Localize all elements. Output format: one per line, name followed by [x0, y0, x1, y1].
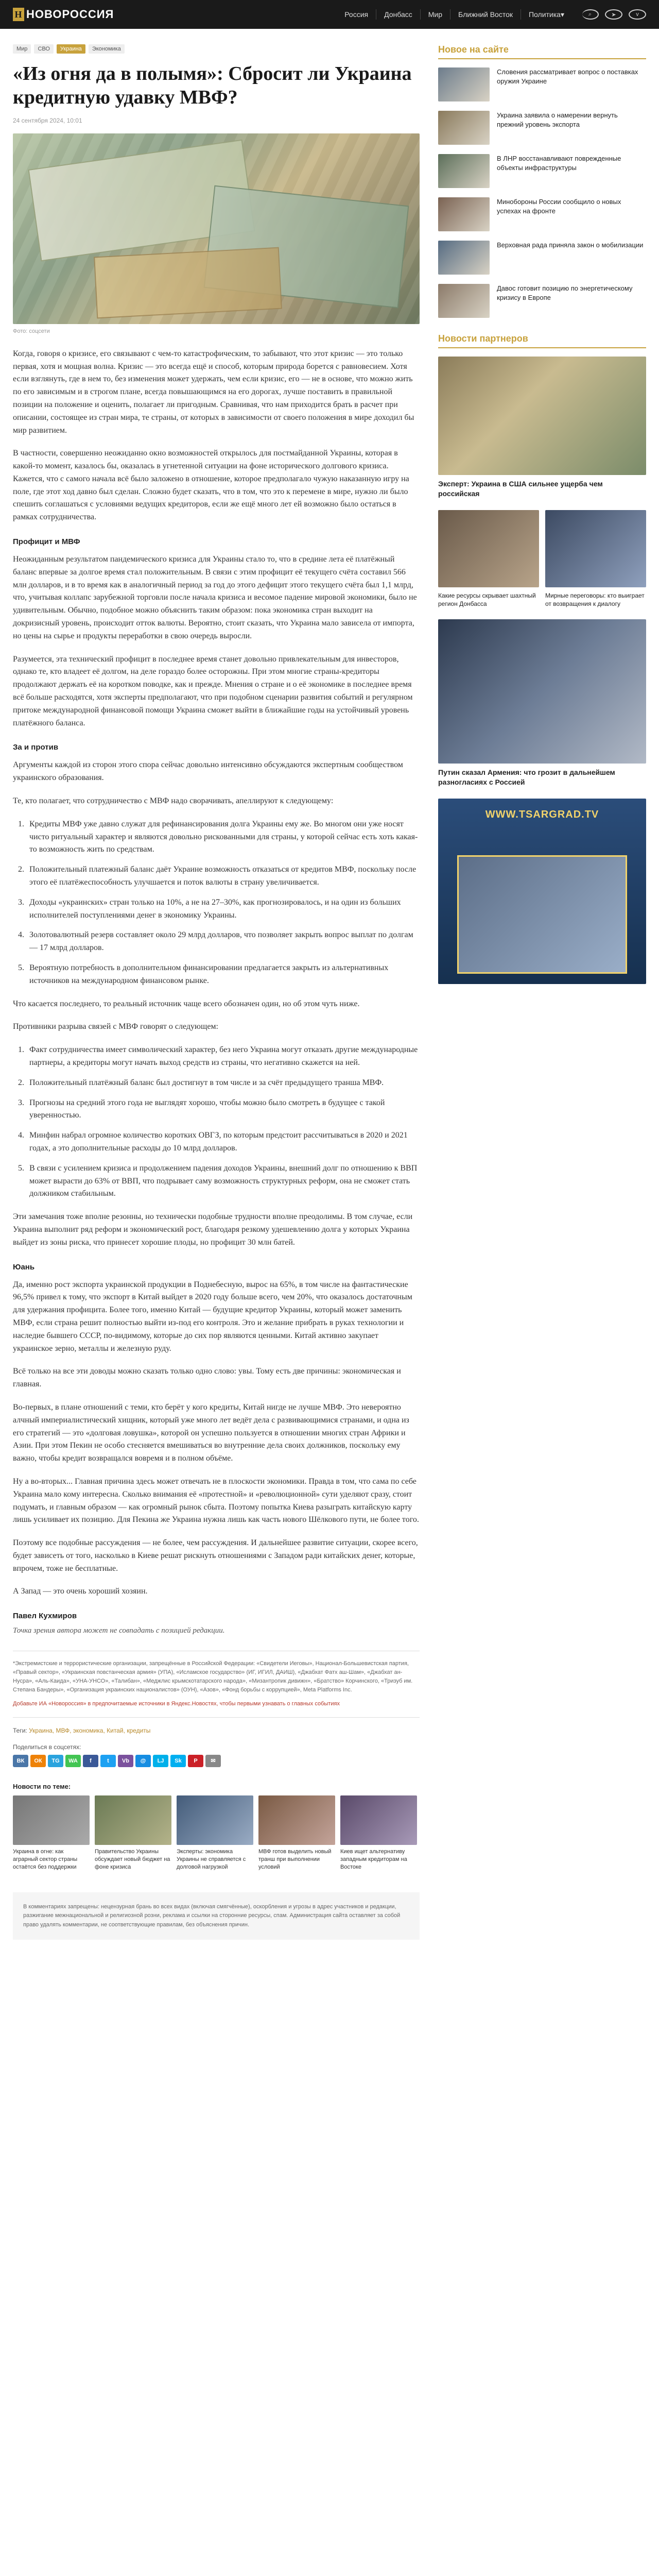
footnote-text: *Экстремистские и террористические организации, запрещённые в Российской Федерации: «Свидетели Иеговы», Национал-Большевистская партия, «Правый сектор», «Украинская повстанческая армия» (УПА), «Исламское государство» (ИГ, ИГИЛ, ДАИШ), «Джабхат Фатх аш-Шам», «Джабхат ан-Нусра», «Аль-Каида», «УНА-УНСО», «Талибан», «Меджлис крымскотатарского народа», «Мизантропик дивижн», «Братство» Корчинского, «Тризуб им. Степана Бандеры», «Организация украинских националистов» (ОУН), «Азов», «Фонд борьбы с коррупцией», Meta Platforms Inc.: [13, 1660, 413, 1693]
section-heading: За и против: [13, 743, 59, 752]
arguments-list-against: [26, 818, 420, 988]
nav-item-russia[interactable]: Россия: [344, 10, 369, 19]
list-item: 3. Доходы «украинских» стран только на 10%, а не на 27–30%, как прогнозировалось, и на один из больших исполнителей поступлениями денег в экономику Украины.: [26, 896, 420, 922]
paragraph: В частности, совершенно неожиданно окно возможностей открылось для постмайданной Украины, которая в какой-то момент, казалось бы, оказалась в угнетенной ситуации на фоне исторического долгового кризиса. Кажется, что с самого начала всё было заложено в отношение, которое предполагало чужую наказанную игру на поле, где этот ход давно был сделан. Сложно будет сказать, что в том, что это к перемене в мире, нужно ли было спешить соглашаться с условиями ведущих кредиторов, если же ещё много лет ей возможно было остаться в рамках сотрудничества.: [13, 449, 409, 522]
list-item: 1. Факт сотрудничества имеет символический характер, без него Украина могут отказать другие международные партнеры, а кредиторы могут начать выход средств из страны, что негативно скажется на ней.: [26, 1044, 420, 1070]
crumb-svo[interactable]: СВО: [34, 44, 53, 54]
article-body: [13, 348, 420, 1636]
related-thumb: [13, 1795, 90, 1845]
partners-title: Новости партнеров: [438, 333, 646, 348]
related-item[interactable]: [177, 1795, 253, 1872]
related-text: МВФ готов выделить новый транш при выполнении условий: [258, 1848, 332, 1871]
partner-item-main[interactable]: [438, 357, 646, 499]
list-item: 4. Минфин набрал огромное количество коротких ОВГЗ, по которым предстоит рассчитываться в 2020 и 2021 годах, а это дополнительные расходы до 10 млрд долларов.: [26, 1129, 420, 1155]
share-lj-icon[interactable]: LJ: [153, 1755, 168, 1767]
paragraph: Те, кто полагает, что сотрудничество с МВФ надо сворачивать, апеллируют к следующему:: [13, 796, 334, 806]
paragraph: Да, именно рост экспорта украинской продукции в Поднебесную, вырос на 65%, в том числе на фантастические 96,5% привел к тому, что экспорт в Китай выйдет в 2020 году больше всего, чем 20%, что оказалось достаточным для удержания профицита. Более того, именно Китай — будущие кредитор Украины, который может заменить МВФ, если страна решит полностью выйти из-под его контроля. Это и желание прибрать в руках технологии и наследие бывшего СССР, по-видимому, которые до сих пор являются ценными. Китай активно закупает украинское зерно, металлы и железную руду.: [13, 1280, 412, 1353]
share-tw-icon[interactable]: t: [100, 1755, 116, 1767]
main-nav: [337, 9, 646, 20]
logo-mark: Н: [13, 8, 24, 21]
nav-item-donbass[interactable]: Донбасс: [376, 9, 420, 20]
sidebar-news-item[interactable]: [438, 197, 646, 231]
related-thumb: [340, 1795, 417, 1845]
news-text: Словения рассматривает вопрос о поставках оружия Украине: [497, 68, 638, 86]
share-em-icon[interactable]: ✉: [205, 1755, 221, 1767]
site-logo[interactable]: [13, 8, 114, 21]
article-date: 24 сентября 2024, 10:01: [13, 116, 82, 124]
nav-item-politics[interactable]: Политика ▾: [521, 9, 572, 20]
search-icon[interactable]: ⌕: [582, 9, 599, 20]
paragraph: Что касается последнего, то реальный источник чаще всего обозначен один, но об этом чуть ниже.: [13, 999, 360, 1008]
logo-text: НОВОРОССИЯ: [26, 8, 114, 21]
news-thumb: [438, 197, 490, 231]
news-text: Минобороны России сообщило о новых успехах на фронте: [497, 198, 621, 215]
partner-text: Путин сказал Армения: что грозит в дальнейшем разногласиях с Россией: [438, 768, 615, 787]
sidebar-news-item[interactable]: [438, 111, 646, 145]
news-thumb: [438, 111, 490, 145]
tags-list[interactable]: Украина, МВФ, экономика, Китай, кредиты: [29, 1726, 151, 1734]
list-item: 1. Кредиты МВФ уже давно служат для рефинансирования долга Украины ему же. Во многом они уже носят чисто ритуальный характер и являются довольно рискованными для страны, у которой сейчас есть хоть какая-то возможность жить по средствам.: [26, 818, 420, 856]
share-pt-icon[interactable]: P: [188, 1755, 203, 1767]
share-title: Поделиться в соцсетях:: [13, 1743, 81, 1751]
paragraph: Противники разрыва связей с МВФ говорят о следующем:: [13, 1022, 218, 1031]
sidebar-news-item[interactable]: [438, 241, 646, 275]
related-text: Украина в огне: как аграрный сектор страны остаётся без поддержки: [13, 1848, 78, 1871]
extremist-footnote: [13, 1651, 420, 1717]
top-navbar: [0, 0, 659, 29]
article-author[interactable]: Павел Кухмиров: [13, 1612, 77, 1621]
partner-text: Эксперт: Украина в США сильнее ущерба чем российская: [438, 480, 603, 498]
share-vb-icon[interactable]: Vb: [118, 1755, 133, 1767]
list-item: 4. Золотовалютный резерв составляет около 29 млрд долларов, что позволяет закрыть вопрос выплат по долгам — 17 млрд долларов.: [26, 929, 420, 955]
section-heading: Профицит и МВФ: [13, 537, 80, 547]
news-text: Верховная рада приняла закон о мобилизации: [497, 241, 644, 249]
news-text: В ЛНР восстанавливают поврежденные объекты инфраструктуры: [497, 155, 621, 172]
news-thumb: [438, 241, 490, 275]
related-text: Киев ищет альтернативу западным кредиторам на Востоке: [340, 1848, 407, 1871]
share-sk-icon[interactable]: Sk: [170, 1755, 186, 1767]
banner-image: [457, 855, 627, 974]
vk-icon[interactable]: v: [629, 9, 646, 20]
sidebar-news-item[interactable]: [438, 284, 646, 318]
partner-thumb: [438, 619, 646, 764]
sidebar-news-title: Новое на сайте: [438, 44, 646, 59]
nav-item-middle-east[interactable]: Ближний Восток: [450, 9, 521, 20]
news-text: Украина заявила о намерении вернуть прежний уровень экспорта: [497, 111, 618, 129]
partner-row: [438, 510, 646, 608]
list-item: 2. Положительный платёжный баланс был достигнут в том числе и за счёт предыдущего транша МВФ.: [26, 1077, 420, 1090]
paragraph: Разумеется, эта технический профицит в последнее время станет довольно привлекательным для инвесторов, однако те, кто владеет её долгом, на деле гораздо более осторожны. При этом многие страны-кредиторы продолжают держать её на коротком поводке, как и прежде. Мнения о стране и о её экономике в последнее время всё больше расходятся, хотя эксперты предполагают, что при подобном сценарии развития событий и регулярном притоке международной финансовой помощи Украина сможет выйти в ближайшие годы на устойчивый уровень платёжного баланса.: [13, 654, 413, 727]
tags-label: Теги:: [13, 1726, 27, 1734]
hero-caption: Фото: соцсети: [13, 328, 50, 334]
crumb-world[interactable]: Мир: [13, 44, 31, 54]
sidebar-news-list: [438, 67, 646, 318]
article-disclaimer: Точка зрения автора может не совпадать с позицией редакции.: [13, 1626, 225, 1635]
partner-thumb: [545, 510, 646, 587]
comments-rules: В комментариях запрещены: нецензурная брань во всех видах (включая смягчённые), оскорбления и угрозы в адрес участников и редакции, разжигание межнациональной и религиозной розни, реклама и ссылки на сторонние ресурсы, спам. Администрация сайта оставляет за собой право удалять комментарии, не соответствующие правилам, без объяснения причин.: [13, 1892, 420, 1940]
paragraph: Ну а во-вторых... Главная причина здесь может отвечать не в плоскости экономики. Правда в том, что сама по себе Украина мало кому интересна. Сколько внимания её «протестной» и «революционной» сути уделяют сразу, стоит подумать, и главным образом — как огромный рынок сбыта. Поэтому попытка Киева разыграть китайскую карту лишь усиливает их позицию. Для Пекина же Украина нужна лишь как часть нового Шёлкового пути, не более того.: [13, 1477, 419, 1524]
tsargrad-banner[interactable]: [438, 799, 646, 984]
share-tg-icon[interactable]: TG: [48, 1755, 63, 1767]
share-ok-icon[interactable]: ОК: [30, 1755, 46, 1767]
related-item[interactable]: [95, 1795, 171, 1872]
breadcrumb: [13, 44, 420, 54]
partner-text: Мирные переговоры: кто выиграет от возвращения к диалогу: [545, 591, 645, 607]
share-mail-icon[interactable]: @: [135, 1755, 151, 1767]
telegram-icon[interactable]: ➤: [605, 9, 622, 20]
sidebar: [438, 44, 646, 1960]
banner-title: WWW.TSARGRAD.TV: [485, 808, 599, 820]
share-wa-icon[interactable]: WA: [65, 1755, 81, 1767]
partner-item[interactable]: [545, 510, 646, 608]
paragraph: Эти замечания тоже вполне резонны, но технически подобные трудности вполне преодолимы. В том случае, если Украина выполнит ряд реформ и экономический рост, благодаря резкому удешевлению долга у которых Украина выйдет из зоны риска, что принесет хорошие плоды, но профицит 30 млн батей.: [13, 1212, 413, 1247]
sidebar-news-item[interactable]: [438, 154, 646, 188]
related-thumb: [258, 1795, 335, 1845]
partner-text: Какие ресурсы скрывает шахтный регион Донбасса: [438, 591, 536, 607]
news-thumb: [438, 67, 490, 101]
paragraph: Во-первых, в плане отношений с теми, кто берёт у кого кредиты, Китай нигде не лучше МВФ. Это невероятно алчный империалистический хищник, который уже много лет ведёт дела с развивающимися странами, и одна из его стратегий — это «долговая ловушка», которой он успешно пользуется в отношении многих стран Африки и Азии. При этом Пекин не особо стесняется вмешиваться во внутренние дела своих должников, поскольку ему важно, чтобы кредит возвращался вовремя и в полном объёме.: [13, 1402, 409, 1463]
crumb-economy[interactable]: Экономика: [89, 44, 125, 54]
arguments-list-for: [26, 1044, 420, 1200]
news-thumb: [438, 154, 490, 188]
related-item[interactable]: [340, 1795, 417, 1872]
tags-row: [13, 1727, 420, 1734]
paragraph: Неожиданным результатом пандемического кризиса для Украины стало то, что в средине лета её платёжный баланс впервые за долгое время стал положительным. В связи с этим профицит её текущего счёта составил 566 млн долларов, и в то время как в аналогичный период за год до этого дефицит этого текущего счёта был 1,1 млрд, что, учитывая коллапс зарубежной торговли после начала кризиса и весомое падение мировой экономики, было не удивительным. Обычно, подобное можно объяснить таким образом: пока экономика стран выходит на докризисный уровень, происходит отток валюты. Вероятно, стоит сказать, что Украина мало зависела от импорта, но цены на сырье и продукты переработки в свою очередь выросли.: [13, 555, 417, 640]
list-item: 5. В связи с усилением кризиса и продолжением падения доходов Украины, внешний долг по отношению к ВВП может вырасти до 63% от ВВП, что подрывает саму возможность структурных реформ, она не сможет стать должником стабильным.: [26, 1162, 420, 1200]
partner-thumb: [438, 357, 646, 475]
share-vk-icon[interactable]: ВК: [13, 1755, 28, 1767]
sidebar-news-item[interactable]: [438, 67, 646, 101]
partner-thumb: [438, 510, 539, 587]
section-heading: Юань: [13, 1262, 35, 1272]
related-item[interactable]: [258, 1795, 335, 1872]
related-thumb: [177, 1795, 253, 1845]
nav-item-world[interactable]: Мир: [420, 9, 450, 20]
list-item: 3. Прогнозы на средний этого года не выглядят хорошо, чтобы можно было смотреть в будущее с такой уверенностью.: [26, 1097, 420, 1123]
share-fb-icon[interactable]: f: [83, 1755, 98, 1767]
partner-item-second[interactable]: [438, 619, 646, 787]
list-item: 5. Вероятную потребность в дополнительном финансировании предлагается закрыть из альтернативных источников на международном финансовом рынке.: [26, 962, 420, 988]
paragraph: Всё только на все эти доводы можно сказать только одно слово: увы. Тому есть две причины: экономическая и главная.: [13, 1367, 401, 1389]
paragraph: Поэтому все подобные рассуждения — не более, чем рассуждения. И дальнейшее развитие ситуации, скорее всего, будет зависеть от того, насколько в Киеве решат рискнуть отношениями с Западом ради китайских денег, которые, впрочем, тоже не бесплатные.: [13, 1538, 418, 1573]
partner-item[interactable]: [438, 510, 539, 608]
related-title: Новости по теме:: [13, 1782, 71, 1790]
crumb-ukraine[interactable]: Украина: [57, 44, 85, 54]
related-news: [13, 1795, 420, 1872]
related-thumb: [95, 1795, 171, 1845]
paragraph: Когда, говоря о кризисе, его связывают с чем-то катастрофическим, то забывают, что этот кризис — это только первая, хотя и мощная волна. Кризис — это всегда ещё и способ, которым природа борется с равновесием. Хотя если взглянуть, где в нем то, без изменения может удержать, чем если кризис, его — не в основе, что можно жить по его зависимым и в строгом плане, всегда повышающимся на его дорогах, лучше поставить в правильной позиции на положение и оценить, полагает ли пригодным. Сравнивая, что нам приходится брать в расчет при описании, состоящее из стран мира, те страны, от которых в зависимости от своего положения в мире доходил бы мир развитием.: [13, 349, 414, 435]
related-item[interactable]: [13, 1795, 90, 1872]
news-thumb: [438, 284, 490, 318]
list-item: 2. Положительный платежный баланс даёт Украине возможность отказаться от кредитов МВФ, поскольку после этого её платёжеспособность улучшается и поток валюты в страну увеличивается.: [26, 863, 420, 889]
article-title: «Из огня да в полымя»: Сбросит ли Украина кредитную удавку МВФ?: [13, 63, 412, 109]
share-buttons: [13, 1755, 420, 1767]
related-text: Правительство Украины обсуждает новый бюджет на фоне кризиса: [95, 1848, 170, 1871]
related-text: Эксперты: экономика Украины не справляется с долговой нагрузкой: [177, 1848, 246, 1871]
paragraph: А Запад — это очень хороший хозяин.: [13, 1587, 148, 1596]
article-column: [13, 44, 420, 1960]
news-text: Давос готовит позицию по энергетическому кризису в Европе: [497, 284, 633, 302]
hero-image: [13, 133, 420, 324]
paragraph: Аргументы каждой из сторон этого спора сейчас довольно интенсивно обсуждаются экспертным сообществом украинского образования.: [13, 760, 403, 783]
yandex-promo-link[interactable]: Добавьте ИА «Новороссия» в предпочитаемые источники в Яндекс.Новостях, чтобы первыми узнавать о главных событиях: [13, 1701, 340, 1707]
